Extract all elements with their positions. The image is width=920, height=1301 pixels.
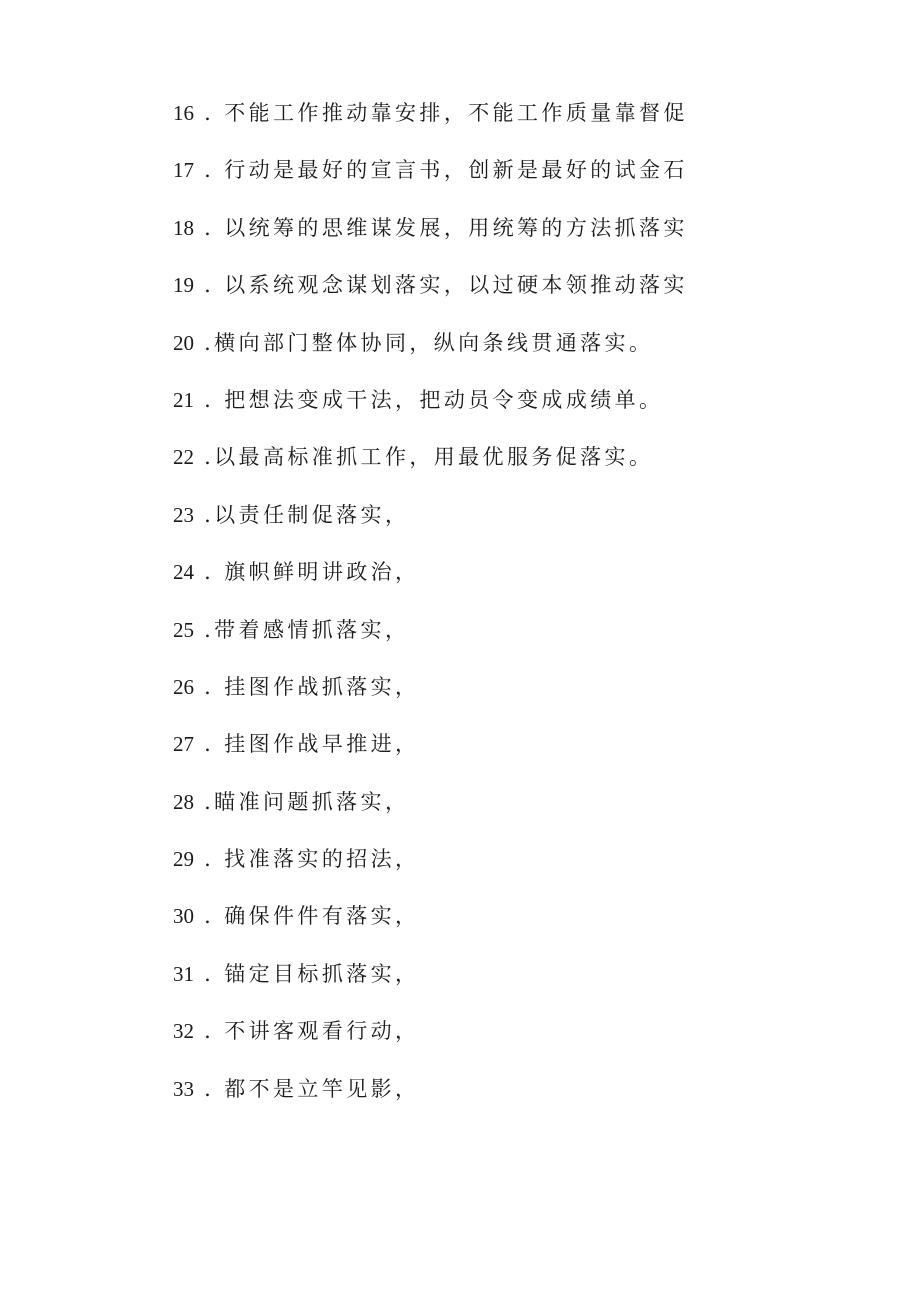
list-item: [173, 898, 688, 955]
list-item: [173, 784, 688, 841]
list-item: [173, 1013, 688, 1070]
item-number: 24: [173, 560, 194, 585]
list-item: [173, 382, 688, 439]
item-number: 25: [173, 617, 194, 642]
item-text: . 旗帜鲜明讲政治，: [194, 560, 420, 585]
item-text: .带着感情抓落实，: [194, 617, 410, 642]
item-number: 26: [173, 674, 194, 699]
list-item: [173, 267, 688, 324]
list-item: [173, 95, 688, 152]
item-number: 27: [173, 732, 194, 757]
item-number: 20: [173, 330, 194, 355]
item-number: 16: [173, 101, 194, 125]
list-item: [173, 612, 688, 669]
list-item: [173, 1071, 688, 1128]
list-item: [173, 956, 688, 1013]
item-text: . 以系统观念谋划落实，以过硬本领推动落实: [194, 273, 688, 298]
item-text: . 不能工作推动靠安排，不能工作质量靠督促: [194, 101, 688, 125]
item-number: 31: [173, 961, 194, 986]
item-number: 22: [173, 445, 194, 470]
list-item: [173, 210, 688, 267]
item-number: 21: [173, 387, 194, 412]
item-text: . 挂图作战抓落实，: [194, 674, 420, 699]
item-text: . 锚定目标抓落实，: [194, 961, 420, 986]
item-number: 18: [173, 215, 194, 240]
item-number: 32: [173, 1019, 194, 1044]
item-text: .横向部门整体协同，纵向条线贯通落实。: [194, 330, 654, 355]
item-text: . 挂图作战早推进，: [194, 732, 420, 757]
item-text: . 把想法变成干法，把动员令变成成绩单。: [194, 387, 664, 412]
list-item: [173, 497, 688, 554]
item-number: 30: [173, 904, 194, 929]
item-text: . 不讲客观看行动，: [194, 1019, 420, 1044]
item-text: . 都不是立竿见影，: [194, 1076, 420, 1101]
item-text: . 行动是最好的宣言书，创新是最好的试金石: [194, 158, 688, 183]
list-item: [173, 152, 688, 209]
item-number: 17: [173, 158, 194, 183]
item-text: . 找准落实的招法，: [194, 847, 420, 872]
item-number: 29: [173, 847, 194, 872]
item-text: . 以统筹的思维谋发展，用统筹的方法抓落实: [194, 215, 688, 240]
item-number: 33: [173, 1076, 194, 1101]
list-item: [173, 669, 688, 726]
item-text: .以最高标准抓工作，用最优服务促落实。: [194, 445, 654, 470]
item-number: 19: [173, 273, 194, 298]
item-text: .以责任制促落实，: [194, 502, 410, 527]
list-item: [173, 439, 688, 496]
list-item: [173, 325, 688, 382]
numbered-list: [173, 95, 688, 1128]
list-item: [173, 726, 688, 783]
item-text: . 确保件件有落实，: [194, 904, 420, 929]
item-text: .瞄准问题抓落实，: [194, 789, 410, 814]
list-item: [173, 554, 688, 611]
item-number: 23: [173, 502, 194, 527]
list-item: [173, 841, 688, 898]
item-number: 28: [173, 789, 194, 814]
